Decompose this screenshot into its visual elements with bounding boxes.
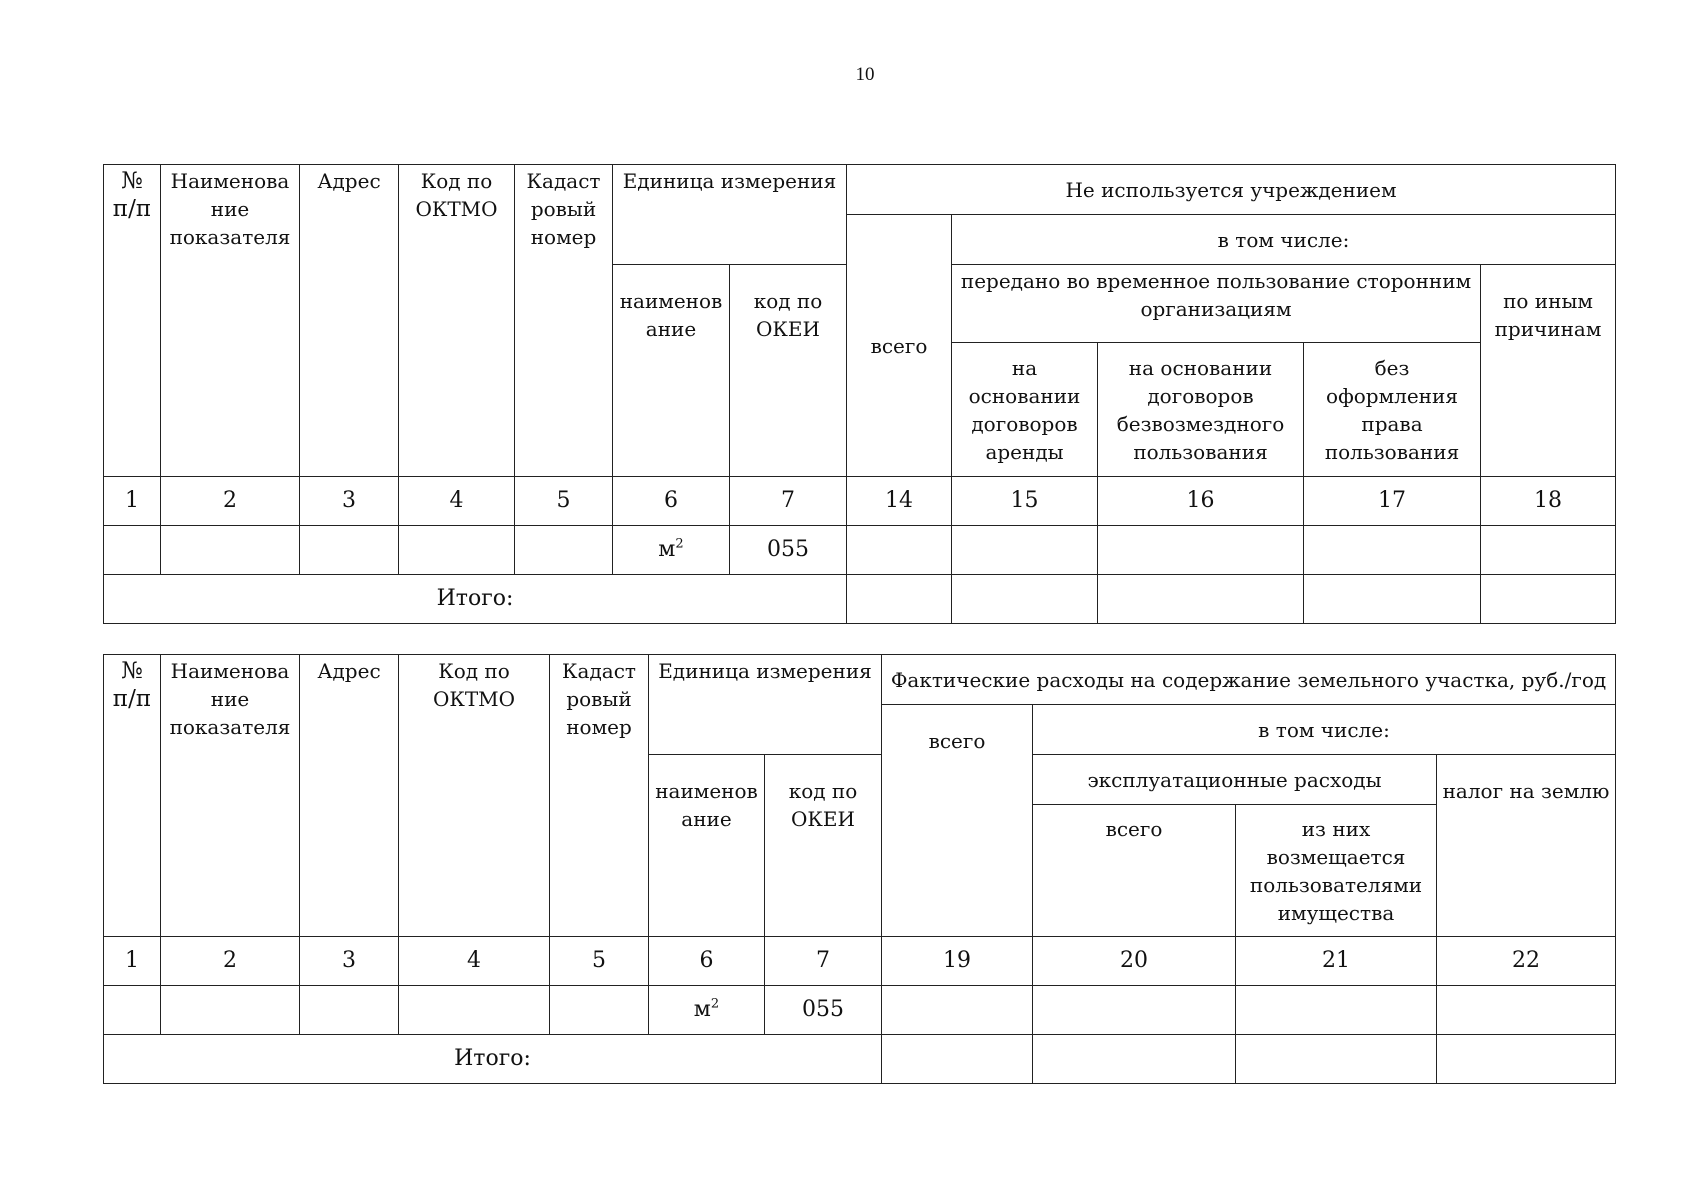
col-number: 6: [613, 477, 730, 526]
cell-empty: [847, 575, 952, 624]
cell-empty: [104, 986, 161, 1035]
header-including: в том числе:: [1033, 705, 1616, 755]
header-address: Адрес: [300, 165, 399, 477]
col-number: 5: [550, 937, 649, 986]
header-no-registration: без оформления права пользования: [1304, 343, 1481, 477]
header-number: № п/п: [104, 655, 161, 937]
cell-empty: [515, 526, 613, 575]
header-address: Адрес: [300, 655, 399, 937]
header-including: в том числе:: [952, 215, 1616, 265]
cell-empty: [399, 526, 515, 575]
header-oktmo: Код по ОКТМО: [399, 165, 515, 477]
col-number: 15: [952, 477, 1098, 526]
header-total: всего: [882, 705, 1033, 937]
cell-empty: [952, 575, 1098, 624]
header-unit-name: наименов ание: [649, 755, 765, 937]
total-label: Итого:: [104, 1035, 882, 1084]
header-free-use: на основании договоров безвозмездного пользования: [1098, 343, 1304, 477]
cell-empty: [847, 526, 952, 575]
code-value: 055: [765, 986, 882, 1035]
col-number: 4: [399, 477, 515, 526]
cell-empty: [300, 986, 399, 1035]
col-number: 2: [161, 477, 300, 526]
cell-empty: [300, 526, 399, 575]
header-unit-code: код по ОКЕИ: [730, 265, 847, 477]
header-cadastral: Кадаст ровый номер: [515, 165, 613, 477]
cell-empty: [1236, 1035, 1437, 1084]
table-not-used: [103, 164, 1616, 624]
cell-empty: [952, 526, 1098, 575]
header-indicator-name: Наименова ние показателя: [161, 655, 300, 937]
cell-empty: [1098, 526, 1304, 575]
header-reimbursed: из них возмещается пользователями имущества: [1236, 805, 1437, 937]
col-number: 14: [847, 477, 952, 526]
cell-empty: [1304, 526, 1481, 575]
col-number: 22: [1437, 937, 1616, 986]
header-not-used: Не используется учреждением: [847, 165, 1616, 215]
cell-empty: [1481, 575, 1616, 624]
header-land-tax: налог на землю: [1437, 755, 1616, 937]
column-number-row: [104, 937, 1616, 986]
col-number: 21: [1236, 937, 1437, 986]
code-value: 055: [730, 526, 847, 575]
col-number: 3: [300, 937, 399, 986]
col-number: 18: [1481, 477, 1616, 526]
cell-empty: [1304, 575, 1481, 624]
header-indicator-name: Наименова ние показателя: [161, 165, 300, 477]
header-unit: Единица измерения: [613, 165, 847, 265]
unit-value: $м^2$: [649, 986, 765, 1035]
header-operating-costs: эксплуатационные расходы: [1033, 755, 1437, 805]
header-operating-total: всего: [1033, 805, 1236, 937]
table-actual-expenses: [103, 654, 1616, 1084]
header-total: всего: [847, 215, 952, 477]
cell-empty: [161, 526, 300, 575]
col-number: 7: [765, 937, 882, 986]
header-unit-name: наименов ание: [613, 265, 730, 477]
cell-empty: [1481, 526, 1616, 575]
cell-empty: [1098, 575, 1304, 624]
cell-empty: [104, 526, 161, 575]
table-row: [104, 986, 1616, 1035]
col-number: 7: [730, 477, 847, 526]
cell-empty: [882, 1035, 1033, 1084]
header-actual-expenses: Фактические расходы на содержание земельного участка, руб./год: [882, 655, 1616, 705]
col-number: 1: [104, 477, 161, 526]
column-number-row: [104, 477, 1616, 526]
col-number: 6: [649, 937, 765, 986]
cell-empty: [1033, 1035, 1236, 1084]
unit-value: $м^2$: [613, 526, 730, 575]
col-number: 17: [1304, 477, 1481, 526]
col-number: 3: [300, 477, 399, 526]
cell-empty: [161, 986, 300, 1035]
cell-empty: [1236, 986, 1437, 1035]
cell-empty: [1437, 1035, 1616, 1084]
cell-empty: [882, 986, 1033, 1035]
page-number: 10: [855, 64, 875, 85]
header-unit: Единица измерения: [649, 655, 882, 755]
header-rent: на основании договоров аренды: [952, 343, 1098, 477]
cell-empty: [1033, 986, 1236, 1035]
col-number: 1: [104, 937, 161, 986]
total-row: [104, 575, 1616, 624]
cell-empty: [1437, 986, 1616, 1035]
header-transferred: передано во временное пользование сторонним организациям: [952, 265, 1481, 343]
table-row: [104, 526, 1616, 575]
header-other-reasons: по иным причинам: [1481, 265, 1616, 477]
col-number: 4: [399, 937, 550, 986]
cell-empty: [399, 986, 550, 1035]
total-row: [104, 1035, 1616, 1084]
total-label: Итого:: [104, 575, 847, 624]
col-number: 16: [1098, 477, 1304, 526]
header-oktmo: Код по ОКТМО: [399, 655, 550, 937]
header-number: № п/п: [104, 165, 161, 477]
cell-empty: [550, 986, 649, 1035]
header-unit-code: код по ОКЕИ: [765, 755, 882, 937]
col-number: 20: [1033, 937, 1236, 986]
col-number: 2: [161, 937, 300, 986]
col-number: 19: [882, 937, 1033, 986]
col-number: 5: [515, 477, 613, 526]
header-cadastral: Кадаст ровый номер: [550, 655, 649, 937]
